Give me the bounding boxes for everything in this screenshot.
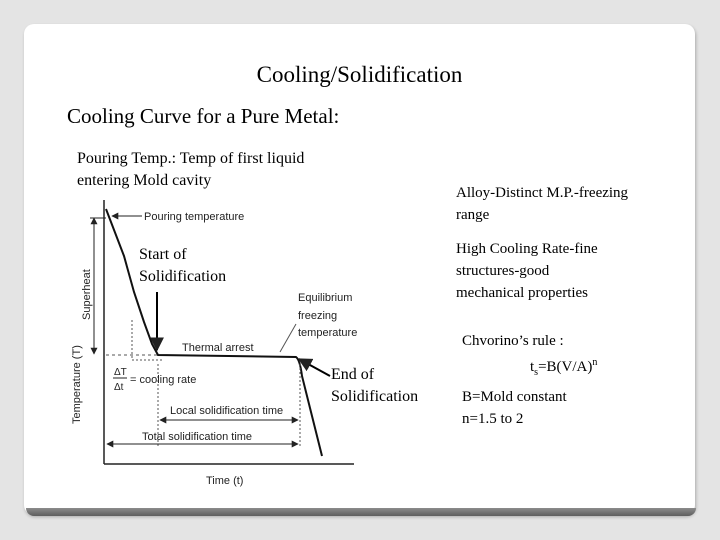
local-solidification-time-label: Local solidification time bbox=[170, 405, 284, 417]
equilibrium-label-line1: Equilibrium bbox=[298, 292, 353, 304]
cooling-rate-label: = cooling rate bbox=[130, 374, 197, 386]
superheat-label: Superheat bbox=[81, 269, 93, 320]
pouring-annotation-line1: Pouring Temp.: Temp of first liquid bbox=[77, 150, 305, 167]
cooling-curve-diagram bbox=[24, 24, 695, 515]
delta-t-time-label: Δt bbox=[114, 382, 124, 393]
delta-t-temperature-label: ΔT bbox=[114, 367, 127, 378]
equilibrium-label-line2: freezing bbox=[298, 310, 338, 322]
formula-body: =B(V/A) bbox=[538, 359, 593, 375]
slide-subtitle: Cooling Curve for a Pure Metal: bbox=[67, 104, 340, 128]
pouring-temperature-label: Pouring temperature bbox=[144, 211, 245, 223]
thermal-arrest-label: Thermal arrest bbox=[182, 342, 254, 354]
equilibrium-leader bbox=[280, 324, 296, 352]
pouring-annotation-line2: entering Mold cavity bbox=[77, 172, 212, 189]
formula-subscript: s bbox=[534, 367, 539, 378]
slide-bottom-bar bbox=[26, 508, 696, 516]
y-axis-label: Temperature (T) bbox=[71, 345, 83, 424]
cooling-rate-note-line2: structures-good bbox=[456, 263, 550, 279]
start-annotation-line2: Solidification bbox=[139, 268, 227, 285]
cooling-rate-note-line1: High Cooling Rate-fine bbox=[456, 241, 598, 257]
formula-exponent: n bbox=[592, 357, 598, 368]
x-axis-label: Time (t) bbox=[206, 475, 244, 487]
equilibrium-label-line3: temperature bbox=[298, 327, 358, 339]
alloy-note-line2: range bbox=[456, 207, 490, 223]
alloy-note-line1: Alloy-Distinct M.P.-freezing bbox=[456, 185, 629, 201]
slide bbox=[24, 24, 695, 515]
cooling-rate-note-line3: mechanical properties bbox=[456, 285, 589, 301]
start-annotation-line1: Start of bbox=[139, 246, 187, 263]
formula-t: t bbox=[530, 359, 535, 375]
end-solidification-arrow bbox=[299, 359, 330, 376]
end-annotation-line2: Solidification bbox=[331, 388, 419, 405]
exponent-note: n=1.5 to 2 bbox=[462, 411, 524, 427]
slide-title: Cooling/Solidification bbox=[256, 62, 463, 87]
mold-constant-note: B=Mold constant bbox=[462, 389, 567, 405]
end-annotation-line1: End of bbox=[331, 366, 375, 383]
total-solidification-time-label: Total solidification time bbox=[142, 431, 253, 443]
cooling-curve bbox=[106, 209, 322, 456]
chvorino-rule-title: Chvorino’s rule : bbox=[462, 333, 564, 349]
